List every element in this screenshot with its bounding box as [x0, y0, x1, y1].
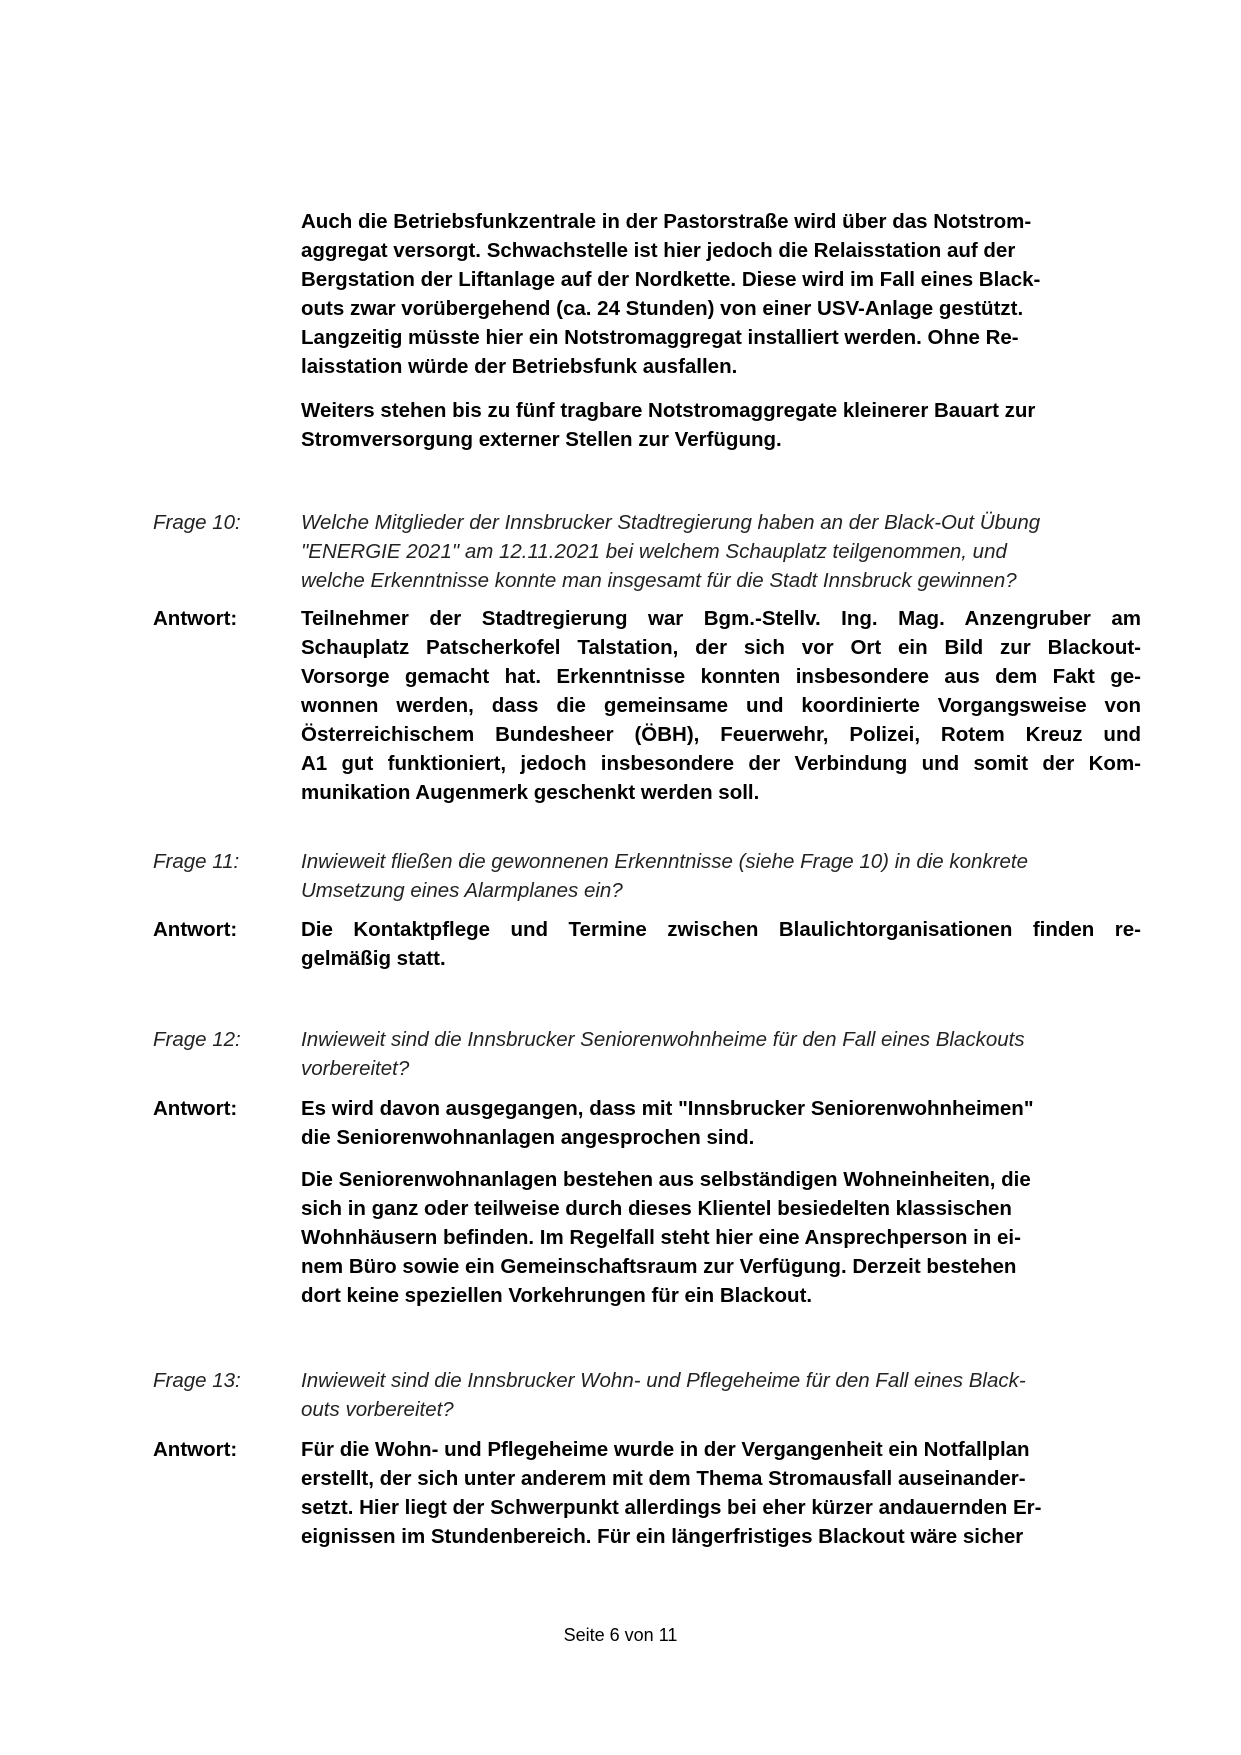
text-line: A1 gut funktioniert, jedoch insbesondere der Verbindung und somit der Kom- — [301, 752, 1141, 775]
text-line: aggregat versorgt. Schwachstelle ist hier jedoch die Relaisstation auf der — [301, 239, 1016, 262]
text-line: wonnen werden, dass die gemeinsame und koordinierte Vorgangsweise von — [301, 694, 1141, 717]
question-11-text — [301, 847, 1141, 905]
text-line: Bergstation der Liftanlage auf der Nordkette. Diese wird im Fall eines Black- — [301, 268, 1041, 291]
question-10-text — [301, 508, 1141, 595]
answer-11-text — [301, 915, 1141, 973]
text-line: sich in ganz oder teilweise durch dieses Klientel besiedelten klassischen — [301, 1197, 1012, 1220]
text-line: Für die Wohn- und Pflegeheime wurde in der Vergangenheit ein Notfallplan — [301, 1438, 1030, 1461]
text-line: Schauplatz Patscherkofel Talstation, der sich vor Ort ein Bild zur Blackout- — [301, 636, 1141, 659]
answer-13-label: Antwort: — [153, 1438, 238, 1461]
answer-13-text — [301, 1435, 1141, 1551]
text-line: Die Seniorenwohnanlagen bestehen aus selbständigen Wohneinheiten, die — [301, 1168, 1031, 1191]
text-line: Langzeitig müsste hier ein Notstromaggregat installiert werden. Ohne Re- — [301, 326, 1019, 349]
text-line: eignissen im Stundenbereich. Für ein längerfristiges Blackout wäre sicher — [301, 1525, 1024, 1548]
text-line: Teilnehmer der Stadtregierung war Bgm.-Stellv. Ing. Mag. Anzengruber am — [301, 607, 1141, 630]
question-12-label: Frage 12: — [153, 1028, 241, 1051]
page-number: Seite 6 von 11 — [563, 1625, 678, 1645]
text-line: Es wird davon ausgegangen, dass mit "Innsbrucker Seniorenwohnheimen" — [301, 1097, 1034, 1120]
text-line: Inwieweit fließen die gewonnenen Erkenntnisse (siehe Frage 10) in die konkrete — [301, 850, 1029, 873]
answer-10-text — [301, 604, 1141, 807]
text-line: gelmäßig statt. — [301, 947, 446, 970]
text-line: laisstation würde der Betriebsfunk ausfallen. — [301, 355, 738, 378]
text-line: munikation Augenmerk geschenkt werden soll. — [301, 781, 760, 804]
text-line: Stromversorgung externer Stellen zur Verfügung. — [301, 428, 782, 451]
text-line: Umsetzung eines Alarmplanes ein? — [301, 879, 623, 902]
text-line: Auch die Betriebsfunkzentrale in der Pastorstraße wird über das Notstrom- — [301, 210, 1032, 233]
answer-11-label: Antwort: — [153, 918, 238, 941]
text-line: Inwieweit sind die Innsbrucker Seniorenwohnheime für den Fall eines Blackouts — [301, 1028, 1025, 1051]
answer-12-text-2 — [301, 1165, 1141, 1310]
answer-10-label: Antwort: — [153, 607, 238, 630]
question-11-label: Frage 11: — [153, 850, 240, 873]
text-line: outs vorbereitet? — [301, 1398, 454, 1421]
text-line: "ENERGIE 2021" am 12.11.2021 bei welchem Schauplatz teilgenommen, und — [301, 540, 1007, 563]
text-line: welche Erkenntnisse konnte man insgesamt für die Stadt Innsbruck gewinnen? — [301, 569, 1017, 592]
text-line: outs zwar vorübergehend (ca. 24 Stunden) von einer USV-Anlage gestützt. — [301, 297, 1024, 320]
intro-paragraph-2 — [301, 396, 1141, 454]
text-line: nem Büro sowie ein Gemeinschaftsraum zur Verfügung. Derzeit bestehen — [301, 1255, 1017, 1278]
answer-12-label: Antwort: — [153, 1097, 238, 1120]
text-line: setzt. Hier liegt der Schwerpunkt allerdings bei eher kürzer andauernden Er- — [301, 1496, 1042, 1519]
text-line: dort keine speziellen Vorkehrungen für ein Blackout. — [301, 1284, 813, 1307]
question-10-label: Frage 10: — [153, 511, 241, 534]
text-line: Österreichischem Bundesheer (ÖBH), Feuerwehr, Polizei, Rotem Kreuz und — [301, 723, 1141, 746]
question-13-label: Frage 13: — [153, 1369, 241, 1392]
text-line: erstellt, der sich unter anderem mit dem Thema Stromausfall auseinander- — [301, 1467, 1026, 1490]
text-line: Wohnhäusern befinden. Im Regelfall steht hier eine Ansprechperson in ei- — [301, 1226, 1021, 1249]
intro-paragraph-1 — [301, 207, 1141, 381]
answer-12-text — [301, 1094, 1141, 1152]
question-13-text — [301, 1366, 1141, 1424]
text-line: Weiters stehen bis zu fünf tragbare Notstromaggregate kleinerer Bauart zur — [301, 399, 1036, 422]
question-12-text — [301, 1025, 1141, 1083]
text-line: Die Kontaktpflege und Termine zwischen Blaulichtorganisationen finden re- — [301, 918, 1141, 941]
text-line: Vorsorge gemacht hat. Erkenntnisse konnten insbesondere aus dem Fakt ge- — [301, 665, 1141, 688]
text-line: Welche Mitglieder der Innsbrucker Stadtregierung haben an der Black-Out Übung — [301, 511, 1041, 534]
text-line: vorbereitet? — [301, 1057, 410, 1080]
text-line: die Seniorenwohnanlagen angesprochen sind. — [301, 1126, 755, 1149]
text-line: Inwieweit sind die Innsbrucker Wohn- und Pflegeheime für den Fall eines Black- — [301, 1369, 1026, 1392]
